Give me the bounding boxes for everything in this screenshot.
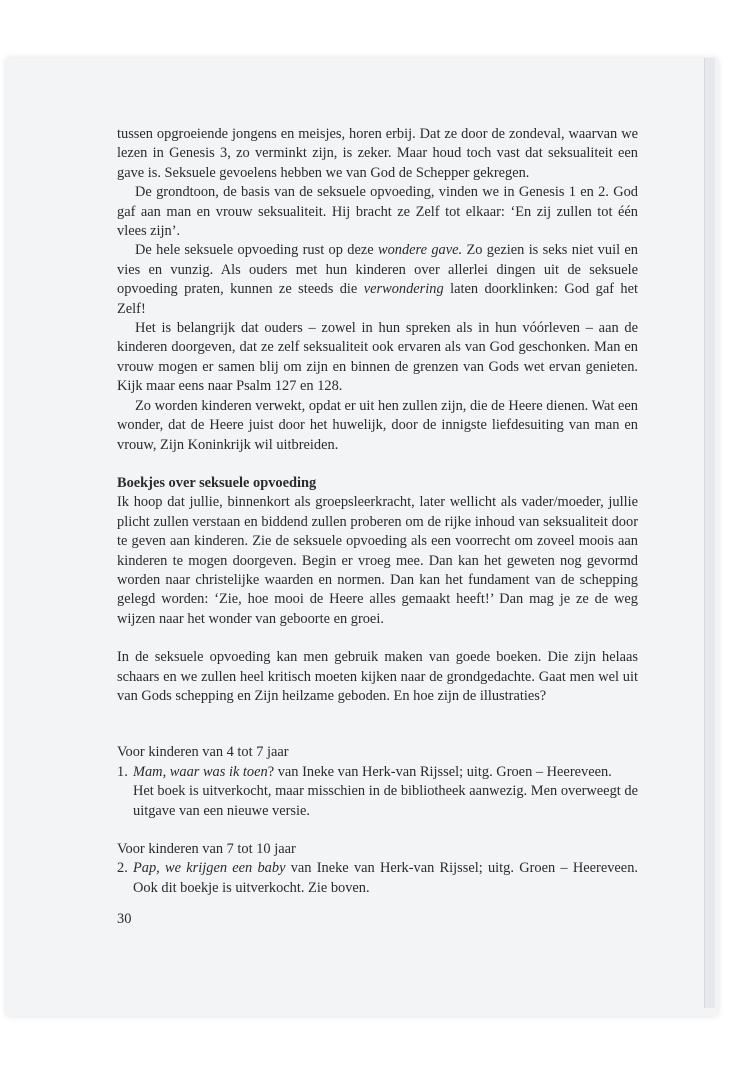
page-body [117,125,638,898]
age-group-2: Voor kinderen van 7 tot 10 jaar [117,841,296,857]
paragraph-2: De grondtoon, de basis van de seksuele opvoeding, vinden we in Genesis 1 en 2. God gaf aan man en vrouw seksualiteit. Hij bracht ze Zelf tot elkaar: ‘En zij zullen tot één vlees zijn’. [117,184,638,240]
paragraph-3-text-b: Zo gezien is seks niet vuil en vies en vunzig. Als ouders met hun kinderen over allerlei dingen uit de seksuele opvoeding praten, kunnen ze steeds die [117,242,638,298]
paragraph-1: tussen opgroeiende jongens en meisjes, horen erbij. Dat ze door de zondeval, waarvan we lezen in Genesis 3, zo verminkt zijn, is zeker. Maar houd toch vast dat seksualiteit een gave is. Seksuele gevoelens hebben we van God de Schepper gekregen. [117,126,638,181]
list-number: 2. [117,860,128,877]
page-number: 30 [117,911,132,927]
list-item-book-1 [117,763,638,821]
paragraph-3-text-c: laten doorklinken: God gaf het Zelf! [117,281,639,317]
book-2-citation [133,859,638,898]
book-list-2 [117,859,638,898]
book-list-1 [117,763,638,821]
section-paragraph: Ik hoop dat jullie, binnenkort als groepsleerkracht, later wellicht als vader/moeder, jullie plicht zullen verstaan en biddend zullen proberen om de rijke inhoud van seksualiteit door te geven aan kinderen. Zie de seksuele opvoeding als een voorrecht om zoveel moois aan kinderen te mogen doorgeven. Begin er vroeg mee. Dan kan het geweten nog gevormd worden naar christelijke waarden en normen. Dan kan het fundament van de schepping gelegd worden: ‘Zie, hoe mooi de Heere alles gemaakt heeft!’ Dan mag je ze de weg wijzen naar het wonder van geboorte en groei. [117,494,638,627]
book-1-note: Het boek is uitverkocht, maar misschien in de bibliotheek aanwezig. Men overweegt de uitgave van een nieuwe versie. [133,783,638,819]
paragraph-5: Zo worden kinderen verwekt, opdat er uit hen zullen zijn, die de Heere dienen. Wat een wonder, dat de Heere juist door het huwelijk, door de innigste liefdesuiting van man en vrouw, Zijn Koninkrijk wil uitbreiden. [117,397,638,453]
paragraph-3-text-a: De hele seksuele opvoeding rust op deze [135,242,378,259]
book-1-details: ? van Ineke van Herk-van Rijssel; uitg. Groen – Heereveen. [267,763,612,780]
book-2-details: van Ineke van Herk-van Rijssel; uitg. Groen – Heereveen. Ook dit boekje is uitverkocht. Zie boven. [133,860,638,896]
list-item-book-2 [117,859,638,898]
section-heading: Boekjes over seksuele opvoeding [117,474,317,491]
book-1-title: Mam, waar was ik toen [133,763,268,780]
emphasis-wondere-gave: wondere gave. [377,242,463,259]
book-1-citation [133,763,638,782]
paragraph-3 [117,241,638,319]
books-paragraph: In de seksuele opvoeding kan men gebruik maken van goede boeken. Die zijn helaas schaars en we zullen heel kritisch moeten kijken naar de grondgedachte. Gaat men wel uit van Gods schepping en Zijn heilzame geboden. En hoe zijn de illustraties? [117,649,638,704]
age-group-1: Voor kinderen van 4 tot 7 jaar [117,744,289,761]
book-2-title: Pap, we krijgen een baby [133,860,286,877]
paragraph-4: Het is belangrijk dat ouders – zowel in hun spreken als in hun vóórleven – aan de kinderen doorgeven, dat ze zelf seksualiteit ook ervaren als van God geschonken. Man en vrouw mogen er samen blij om zijn en binnen de grenzen van Gods wet ervan genieten. Kijk maar eens naar Psalm 127 en 128. [117,320,638,395]
page-edge [704,58,715,1008]
emphasis-verwondering: verwondering [363,281,444,298]
list-number: 1. [117,763,128,780]
